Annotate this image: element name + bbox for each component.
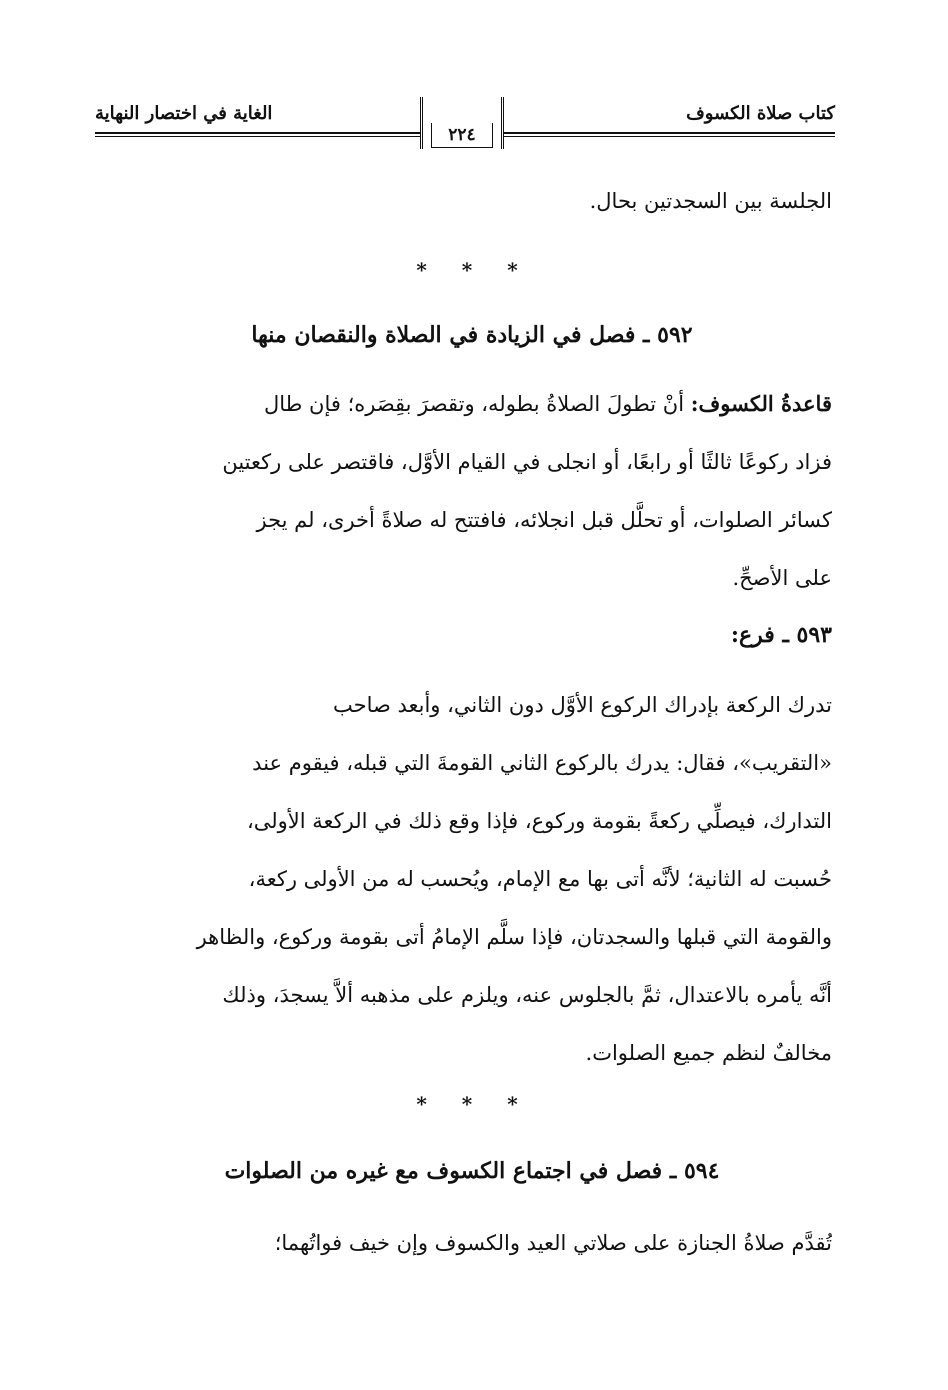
section-594-title: ٥٩٤ ـ فصل في اجتماع الكسوف مع غيره من الصلوات (224, 1158, 720, 1184)
intro-paragraph (112, 172, 832, 230)
text-line: «التقريب»، فقال: يدرك بالركوع الثاني القومةَ التي قبله، فيقوم عند (252, 751, 832, 775)
section-592-body (112, 375, 832, 607)
page-number: ٢٢٤ (431, 123, 493, 148)
text-line: تُقدَّم صلاةُ الجنازة على صلاتي العيد والكسوف وإن خيف فواتُهما؛ (274, 1231, 832, 1255)
text-line: أنَّه يأمره بالاعتدال، ثمَّ بالجلوس عنه، ويلزم على مذهبه ألاَّ يسجدَ، وذلك (222, 983, 832, 1007)
page-number-frame (420, 97, 504, 149)
text-line: كسائر الصلوات، أو تحلَّل قبل انجلائه، فافتتح له صلاةً أخرى، لم يجز (256, 508, 832, 532)
section-593-body (112, 676, 832, 1082)
text-line: والقومة التي قبلها والسجدتان، فإذا سلَّم الإمامُ أتى بقومة وركوع، والظاهر (196, 925, 832, 949)
text-line: فزاد ركوعًا ثالثًا أو رابعًا، أو انجلى في القيام الأوَّل، فاقتصر على ركعتين (222, 450, 832, 474)
text-span: أنْ تطولَ الصلاةُ بطوله، وتقصرَ بقِصَره؛ فإن طال (263, 392, 685, 416)
book-title: الغاية في اختصار النهاية (95, 103, 273, 124)
running-header (95, 95, 835, 150)
section-separator: * * * (416, 1092, 532, 1116)
text-line: التدارك، فيصلِّي ركعةً بقومة وركوع، فإذا وقع ذلك في الركعة الأولى، (246, 809, 832, 833)
section-separator: * * * (416, 258, 532, 282)
section-594-body (112, 1214, 832, 1272)
text-line: الجلسة بين السجدتين بحال. (589, 189, 832, 213)
text-line: تدرك الركعة بإدراك الركوع الأوَّل دون الثاني، وأبعد صاحب (332, 693, 832, 717)
text-line (112, 375, 832, 433)
rule-label: قاعدةُ الكسوف: (690, 391, 832, 416)
text-line: مخالفٌ لنظم جميع الصلوات. (585, 1041, 832, 1065)
text-line: على الأصحِّ. (732, 566, 832, 590)
text-line: حُسبت له الثانية؛ لأنَّه أتى بها مع الإمام، ويُحسب له من الأولى ركعة، (248, 867, 832, 891)
section-592-title: ٥٩٢ ـ فصل في الزيادة في الصلاة والنقصان منها (251, 322, 693, 348)
chapter-title: كتاب صلاة الكسوف (686, 103, 835, 124)
section-593-title: ٥٩٣ ـ فرع: (730, 622, 832, 648)
